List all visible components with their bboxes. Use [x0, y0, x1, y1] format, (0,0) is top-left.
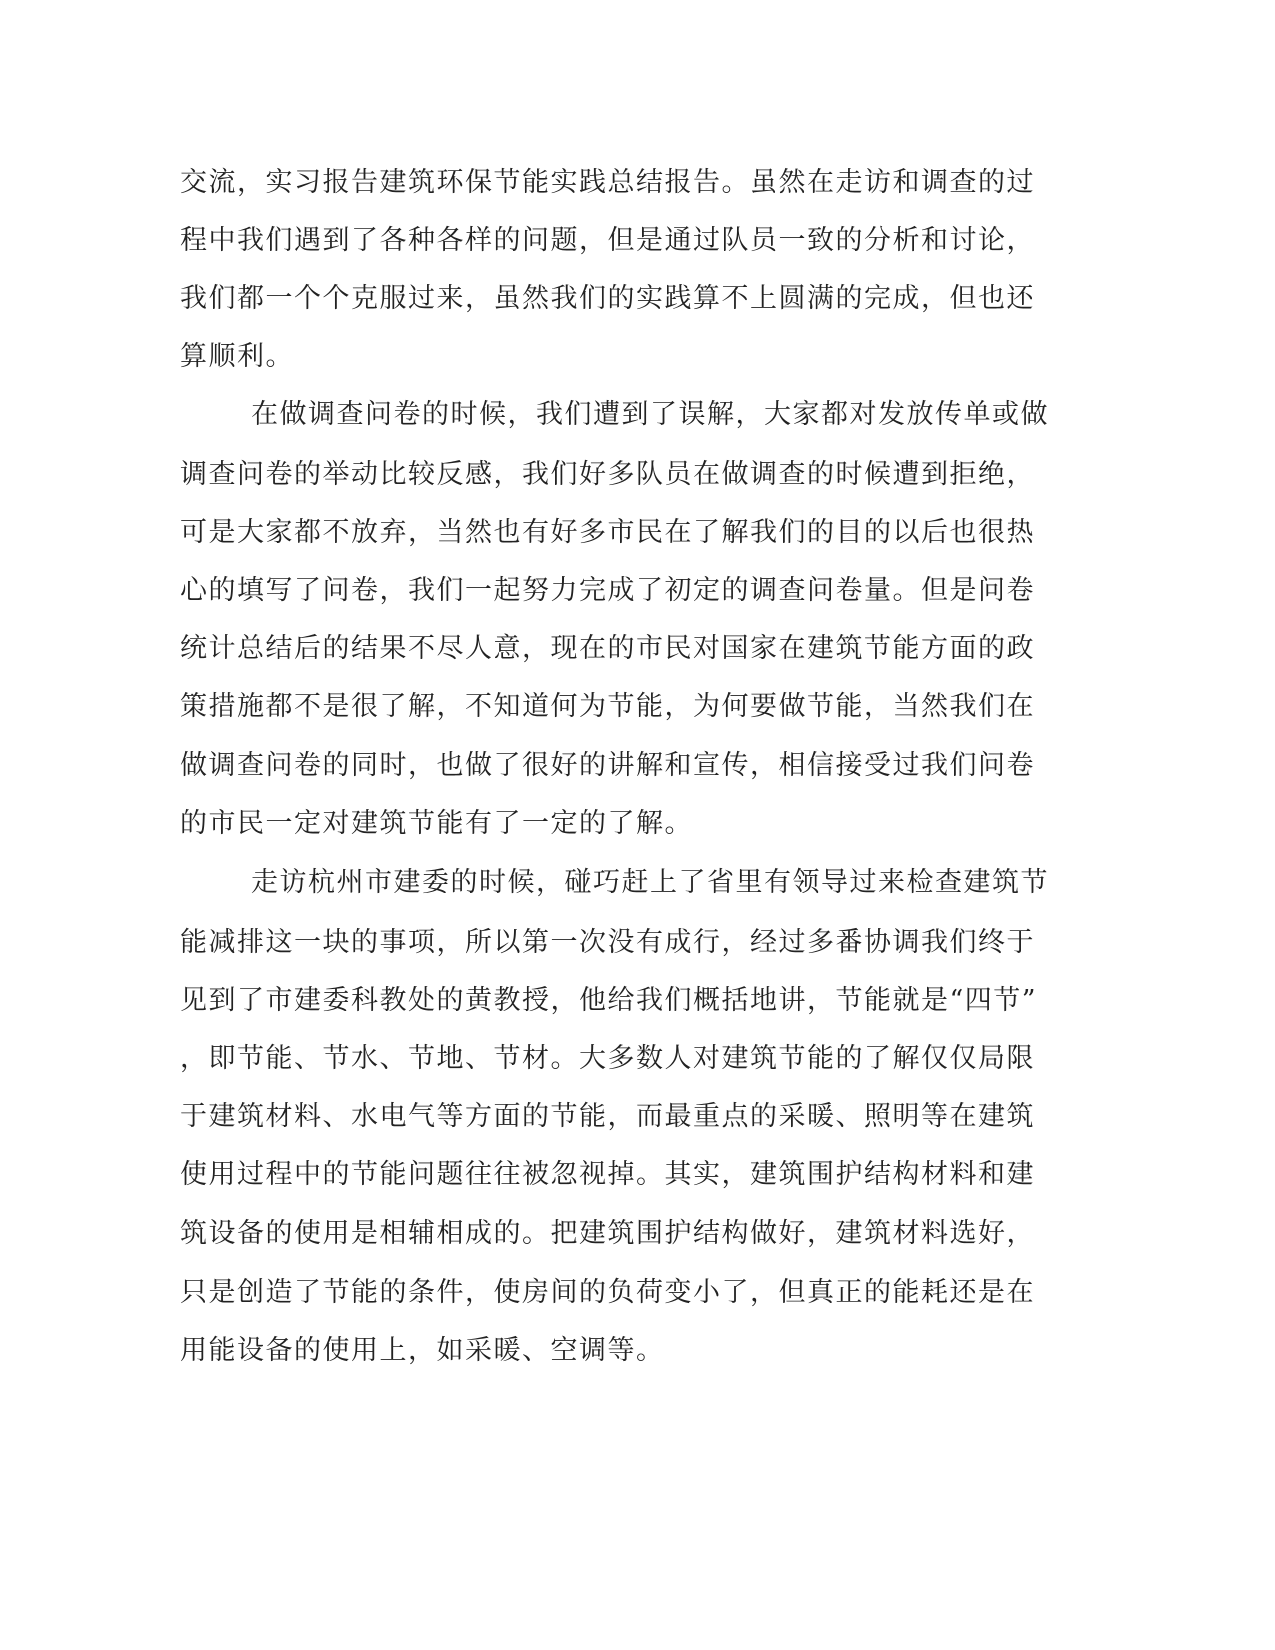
paragraph-3-line-9: 用能设备的使用上，如采暖、空调等。	[180, 1335, 665, 1366]
paragraph-3-line-6: 使用过程中的节能问题往往被忽视掉。其实，建筑围护结构材料和建	[180, 1159, 1035, 1190]
paragraph-2-line-6: 策措施都不是很了解，不知道何为节能，为何要做节能，当然我们在	[180, 691, 1035, 722]
paragraph-1-line-2: 程中我们遇到了各种各样的问题，但是通过队员一致的分析和讨论，	[180, 225, 1035, 256]
paragraph-1-line-4: 算顺利。	[180, 341, 294, 372]
paragraph-3-line-4: ，即节能、节水、节地、节材。大多数人对建筑节能的了解仅仅局限	[180, 1043, 1035, 1074]
paragraph-2-line-1: 在做调查问卷的时候，我们遭到了误解，大家都对发放传单或做	[251, 399, 1049, 430]
paragraph-1-line-3: 我们都一个个克服过来，虽然我们的实践算不上圆满的完成，但也还	[180, 283, 1035, 314]
paragraph-2-line-3: 可是大家都不放弃，当然也有好多市民在了解我们的目的以后也很热	[180, 517, 1035, 548]
paragraph-2-line-7: 做调查问卷的同时，也做了很好的讲解和宣传，相信接受过我们问卷	[180, 750, 1035, 781]
paragraph-2-line-4: 心的填写了问卷，我们一起努力完成了初定的调查问卷量。但是问卷	[180, 575, 1035, 606]
paragraph-1-line-1: 交流，实习报告建筑环保节能实践总结报告。虽然在走访和调查的过	[180, 167, 1035, 198]
paragraph-3-line-8: 只是创造了节能的条件，使房间的负荷变小了，但真正的能耗还是在	[180, 1277, 1035, 1308]
paragraph-3-line-1: 走访杭州市建委的时候，碰巧赶上了省里有领导过来检查建筑节	[251, 867, 1049, 898]
paragraph-3-line-5: 于建筑材料、水电气等方面的节能，而最重点的采暖、照明等在建筑	[180, 1101, 1035, 1132]
paragraph-3-line-2: 能减排这一块的事项，所以第一次没有成行，经过多番协调我们终于	[180, 927, 1035, 958]
paragraph-3-line-3: 见到了市建委科教处的黄教授，他给我们概括地讲，节能就是“四节”	[180, 985, 1038, 1016]
paragraph-2-line-2: 调查问卷的举动比较反感，我们好多队员在做调查的时候遭到拒绝，	[180, 459, 1035, 490]
paragraph-2-line-5: 统计总结后的结果不尽人意，现在的市民对国家在建筑节能方面的政	[180, 633, 1035, 664]
paragraph-3-line-7: 筑设备的使用是相辅相成的。把建筑围护结构做好，建筑材料选好，	[180, 1218, 1035, 1249]
paragraph-2-line-8: 的市民一定对建筑节能有了一定的了解。	[180, 808, 693, 839]
